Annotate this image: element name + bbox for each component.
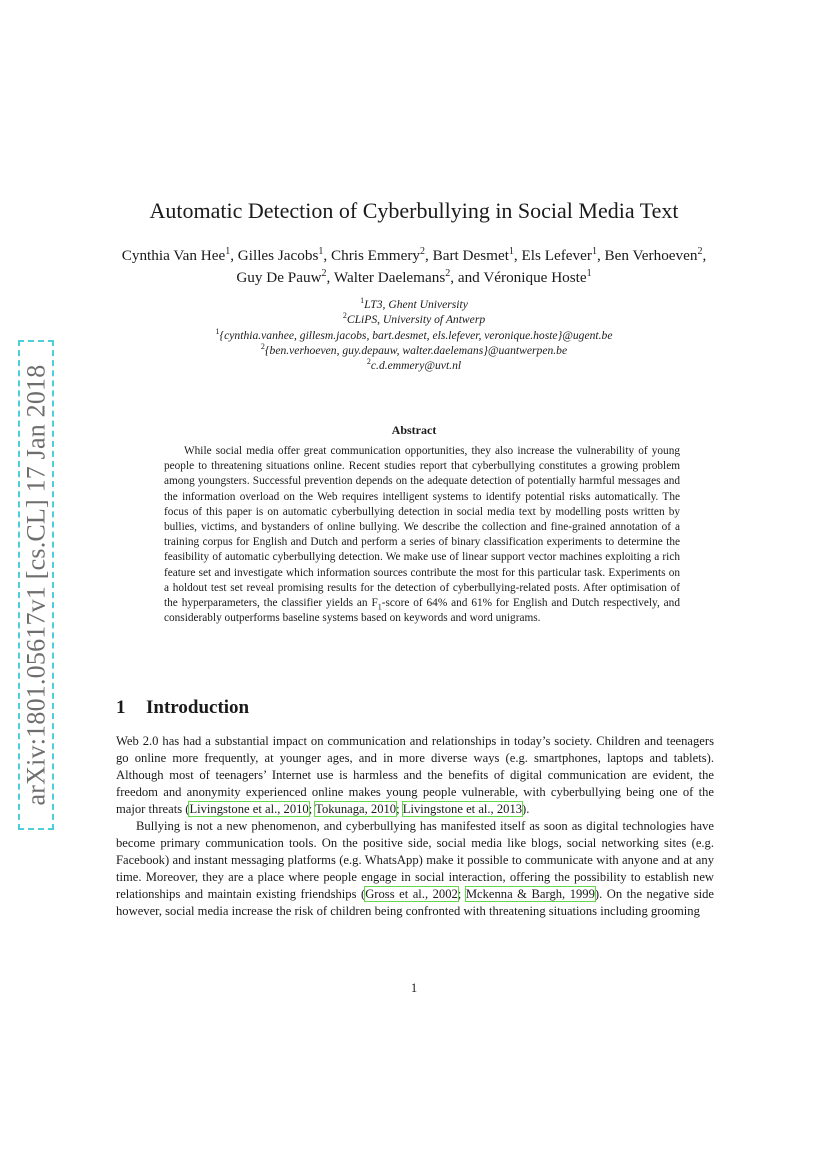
affil-text: {cynthia.vanhee, gillesm.jacobs, bart.desmet, els.lefever, veronique.hoste}@ugent.be [219, 328, 613, 342]
section-number: 1 [116, 697, 126, 718]
author: Cynthia Van Hee [121, 247, 226, 264]
affiliation-line [0, 312, 828, 327]
author-affil-mark: 2 [419, 245, 425, 257]
citation-link[interactable]: Tokunaga, 2010 [315, 802, 397, 816]
author: Ben Verhoeven [604, 247, 698, 264]
affiliation-line [0, 343, 828, 358]
affiliation-line [0, 297, 828, 312]
abstract-text-part: While social media offer great communication opportunities, they also increase the vulnerability of young people to threatening situations online. Recent studies report that cyberbullying constitutes a growing problem among youngsters. Successful prevention depends on the adequate detection of potentially harmful messages and the information overload on the Web requires intelligent systems to identify potential risks automatically. The focus of this paper is on automatic cyberbullying detection in social media text by modelling posts written by bullies, victims, and bystanders of online bullying. We describe the collection and fine-grained annotation of a training corpus for English and Dutch and perform a series of binary classification experiments to determine the feasibility of automatic cyberbullying detection. We make use of linear support vector machines exploiting a rich feature set and investigate which information sources contribute the most for this particular task. Experiments on a holdout test set reveal promising results for the detection of cyberbullying-related posts. After optimisation of the hyperparameters, the classifier yields an F [164, 445, 680, 610]
author-affil-mark: 2 [445, 267, 451, 279]
abstract-text [164, 444, 680, 626]
page-number: 1 [410, 981, 418, 995]
affil-text: LT3, Ghent University [364, 298, 468, 311]
section-title: Introduction [146, 697, 250, 718]
author-affil-mark: 1 [586, 267, 592, 279]
citation-link[interactable]: Livingstone et al., 2010 [189, 802, 309, 816]
text-run: ). [522, 802, 530, 816]
affiliation-line [0, 328, 828, 343]
introduction-body [116, 733, 714, 920]
paragraph [116, 818, 714, 920]
abstract-heading: Abstract [391, 423, 437, 437]
citation-link[interactable]: Gross et al., 2002 [365, 887, 458, 901]
text-run: ; [396, 802, 403, 816]
citation-link[interactable]: Mckenna & Bargh, 1999 [465, 887, 595, 901]
author: Véronique Hoste [483, 269, 587, 286]
author: Chris Emmery [330, 247, 420, 264]
author-affil-mark: 1 [508, 245, 514, 257]
affil-mark: 2 [260, 342, 265, 352]
text-run: Bullying is not a new phenomenon, and cyberbullying has manifested itself as soon as digital technologies have become primary communication tools. On the positive side, social media like blogs, social networking sites (e.g. Facebook) and instant messaging platforms (e.g. WhatsApp) make it possible to communicate with anyone and at any time. Moreover, they are a place where people engage in social interaction, offering the possibility to establish new relationships and maintain existing friendships ( [116, 819, 714, 901]
paragraph [116, 733, 714, 818]
paper-title: Automatic Detection of Cyberbullying in Social Media Text [149, 198, 679, 223]
author-list: Cynthia Van Hee$^1$, Gilles Jacobs$^1$, Chris Emmery$^2$, Bart Desmet$^1$, Els Lefever$^1$, Ben Verhoeven$^2$, Guy De Pauw$^2$, Walter Daelemans$^2$, and Véronique Hoste$^1$ [121, 245, 707, 286]
affil-mark: 2 [342, 311, 347, 321]
text-run: ). On the negative side however, social media increase the risk of children being confronted with threatening situations including grooming [116, 887, 714, 918]
text-run: ; [308, 802, 316, 816]
author-affil-mark: 2 [321, 267, 327, 279]
affiliation-line [0, 358, 828, 373]
author: Walter Daelemans [333, 269, 446, 286]
author-conjunction: and [457, 269, 480, 286]
author: Guy De Pauw [236, 269, 322, 286]
arxiv-stamp [18, 340, 54, 830]
arxiv-id: arXiv:1801.05617v1 [cs.CL] 17 Jan 2018 [21, 364, 51, 806]
author-affil-mark: 2 [697, 245, 703, 257]
abstract-subscript: 1 [377, 602, 382, 612]
section-heading [116, 697, 249, 719]
affil-mark: 2 [366, 357, 371, 367]
text-run: Web 2.0 has had a substantial impact on communication and relationships in today’s society. Children and teenagers go online more frequently, at younger ages, and in more diverse ways (e.g. smartphones, laptops and tablets). Although most of teenagers’ Internet use is harmless and the benefits of digital communication are evident, the freedom and anonymity experienced online makes young people vulnerable, with cyberbullying being one of the major threats ( [116, 734, 714, 816]
author-affil-mark: 1 [225, 245, 231, 257]
author-affil-mark: 1 [591, 245, 597, 257]
affil-text: CLiPS, University of Antwerp [346, 313, 486, 327]
affil-text: {ben.verhoeven, guy.depauw, walter.daelemans}@uantwerpen.be [264, 343, 568, 357]
author: Bart Desmet [432, 247, 509, 264]
affil-mark: 1 [215, 326, 220, 336]
text-run: ; [457, 887, 466, 901]
affiliations [0, 297, 828, 373]
author: Els Lefever [521, 247, 592, 264]
author: Gilles Jacobs [237, 247, 319, 264]
affil-mark: 1 [360, 296, 365, 306]
citation-link[interactable]: Livingstone et al., 2013 [402, 802, 523, 816]
abstract-text-part: -score of 64% and 61% for English and Dutch respectively, and considerably outperforms baseline systems based on keywords and word unigrams. [164, 597, 680, 625]
affil-text: c.d.emmery@uvt.nl [370, 359, 462, 373]
author-affil-mark: 1 [318, 245, 324, 257]
